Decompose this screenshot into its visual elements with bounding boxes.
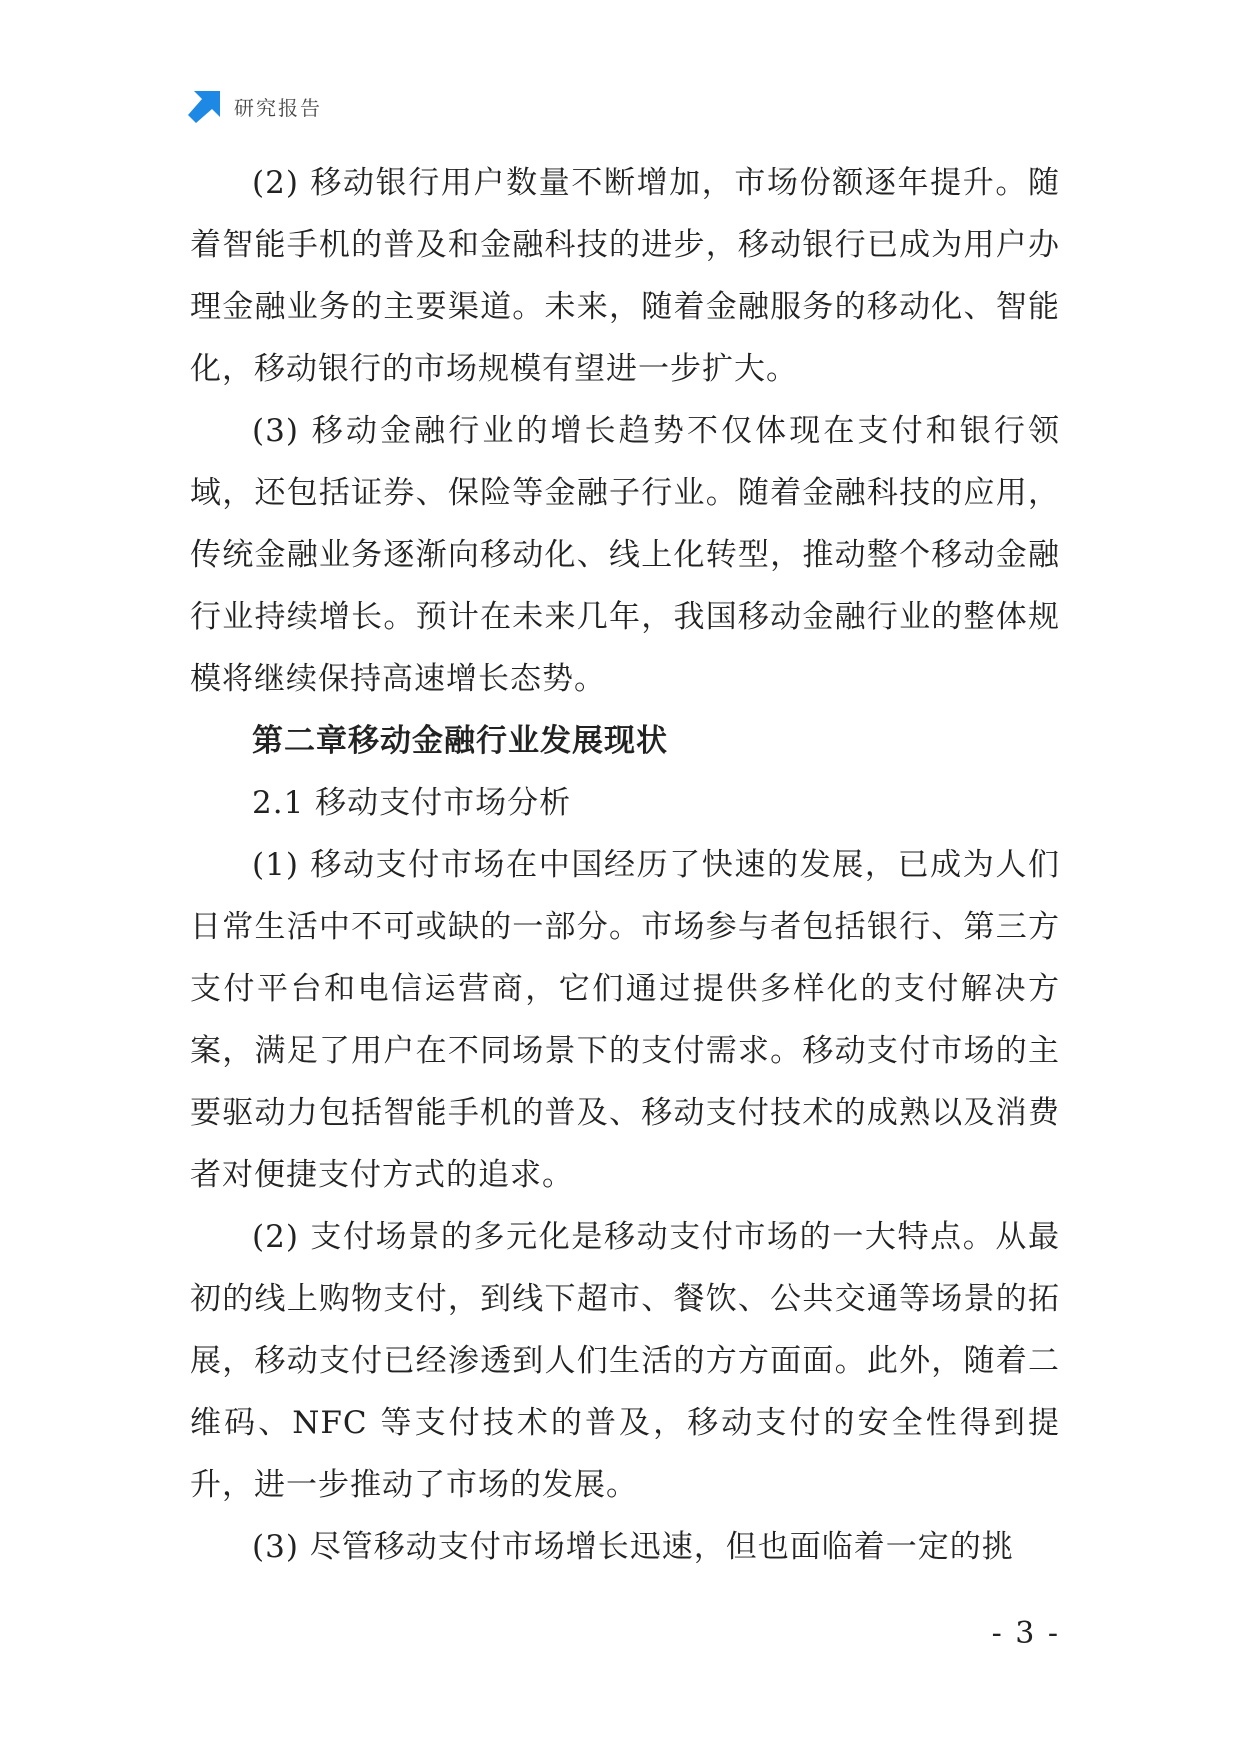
chapter-heading: 第二章移动金融行业发展现状: [252, 723, 668, 759]
paragraph: (2) 移动银行用户数量不断增加，市场份额逐年提升。随着智能手机的普及和金融科技的进步，移动银行已成为用户办理金融业务的主要渠道。未来，随着金融服务的移动化、智能化，移动银行的市场规模有望进一步扩大。: [190, 165, 1060, 387]
arrow-up-right-icon: [188, 89, 222, 123]
paragraph: (2) 支付场景的多元化是移动支付市场的一大特点。从最初的线上购物支付，到线下超市、餐饮、公共交通等场景的拓展，移动支付已经渗透到人们生活的方方面面。此外，随着二维码、NFC 等支付技术的普及，移动支付的安全性得到提升，进一步推动了市场的发展。: [190, 1219, 1060, 1503]
paragraph: (3) 尽管移动支付市场增长迅速，但也面临着一定的挑: [252, 1529, 1014, 1565]
header-title: 研究报告: [234, 95, 322, 120]
paragraph: (3) 移动金融行业的增长趋势不仅体现在支付和银行领域，还包括证券、保险等金融子行业。随着金融科技的应用，传统金融业务逐渐向移动化、线上化转型，推动整个移动金融行业持续增长。预计在未来几年，我国移动金融行业的整体规模将继续保持高速增长态势。: [190, 413, 1060, 697]
paragraph: (1) 移动支付市场在中国经历了快速的发展，已成为人们日常生活中不可或缺的一部分。市场参与者包括银行、第三方支付平台和电信运营商，它们通过提供多样化的支付解决方案，满足了用户在不同场景下的支付需求。移动支付市场的主要驱动力包括智能手机的普及、移动支付技术的成熟以及消费者对便捷支付方式的追求。: [190, 847, 1060, 1193]
document-body: [190, 152, 1060, 1578]
section-heading: 2.1 移动支付市场分析: [252, 785, 572, 821]
report-header: [188, 88, 322, 124]
page-number: - 3 -: [991, 1616, 1060, 1651]
